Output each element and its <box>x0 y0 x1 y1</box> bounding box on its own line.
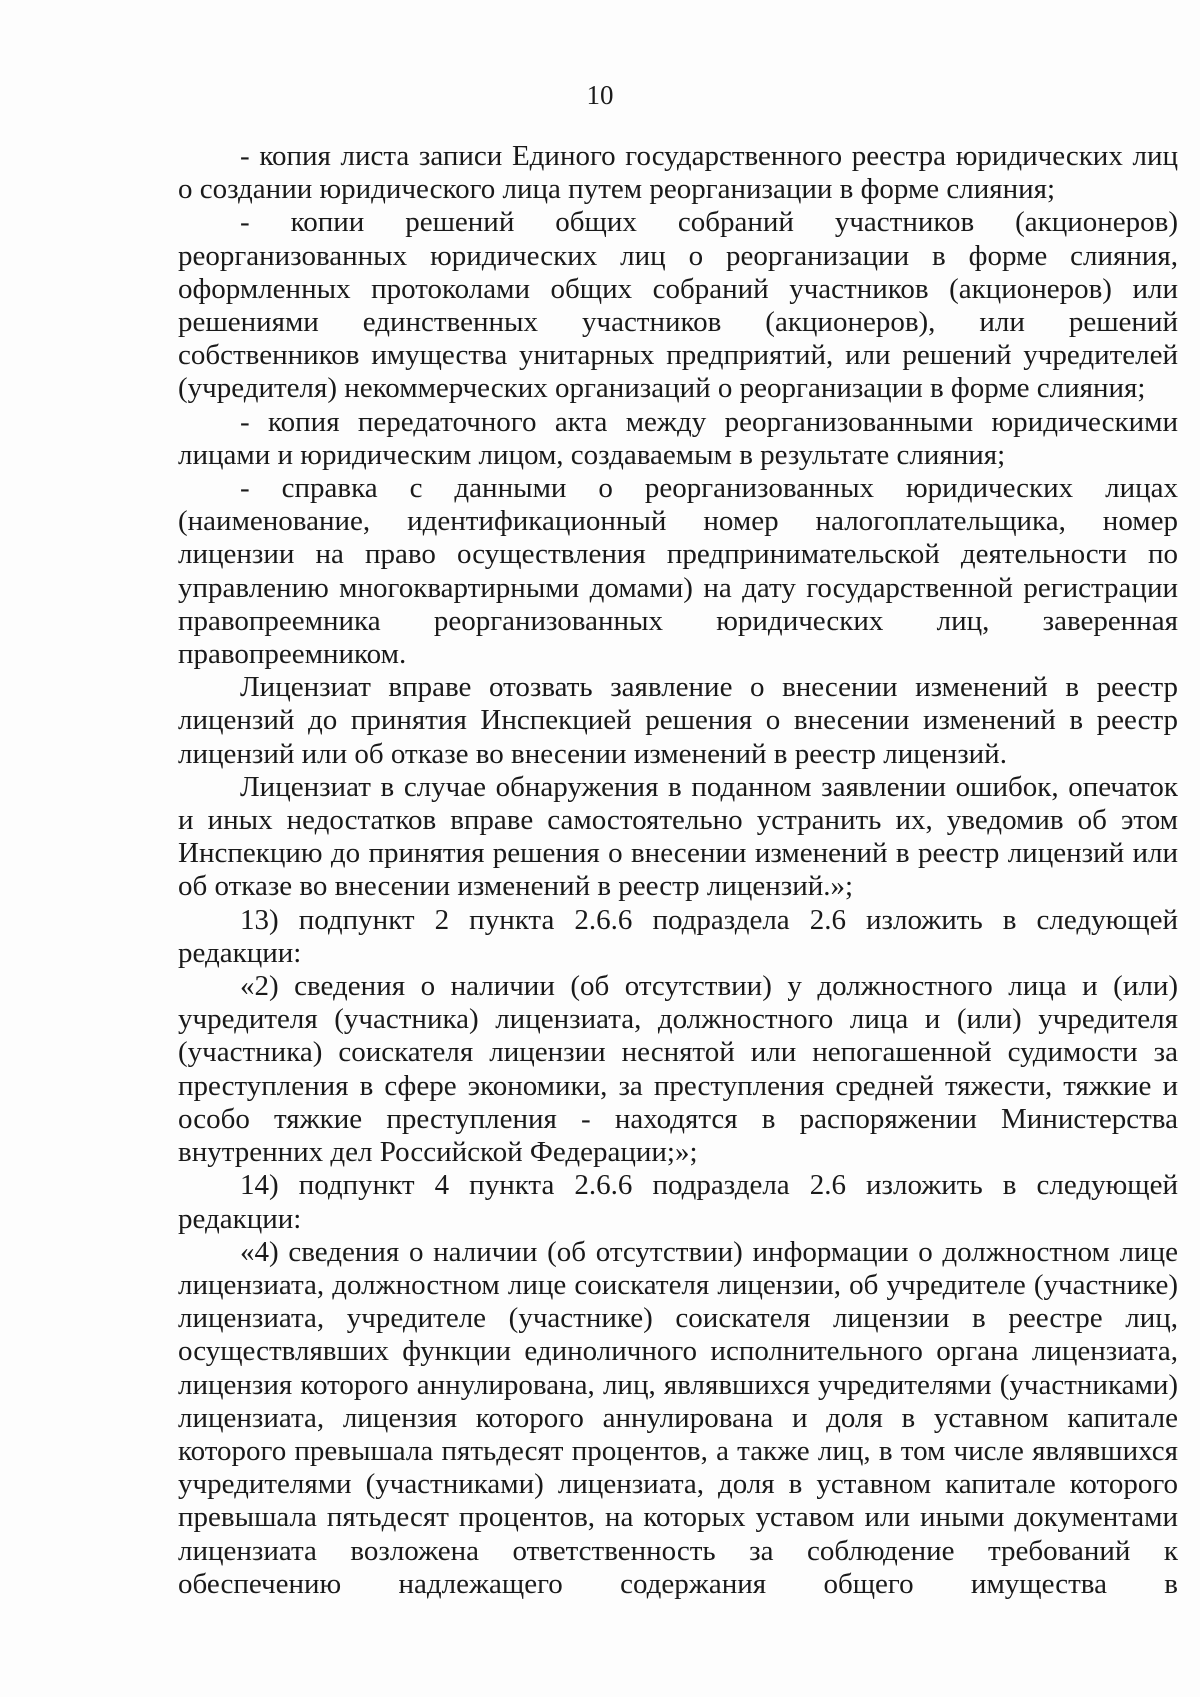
paragraph-withdraw-application: Лицензиат вправе отозвать заявление о внесении изменений в реестр лицензий до принятия Инспекцией решения о внесении изменений в реестр лицензий или об отказе во внесении изменений в реестр лицензий. <box>178 671 1178 770</box>
paragraph-item-14: 14) подпункт 4 пункта 2.6.6 подраздела 2.6 изложить в следующей редакции: <box>178 1169 1178 1235</box>
paragraph-transfer-act: - копия передаточного акта между реорганизованными юридическими лицами и юридическим лицом, создаваемым в результате слияния; <box>178 405 1178 471</box>
paragraph-certificate: - справка с данными о реорганизованных юридических лицах (наименование, идентификационный номер налогоплательщика, номер лицензии на право осуществления предпринимательской деятельности по управлению многоквартирными домами) на дату государственной регистрации правопреемника реорганизованных юридических лиц, заверенная правопреемником. <box>178 472 1178 671</box>
paragraph-meeting-decisions: - копии решений общих собраний участников (акционеров) реорганизованных юридических лиц о реорганизации в форме слияния, оформленных протоколами общих собраний участников (акционеров) или решениями единственных участников (акционеров), или решений собственников имущества унитарных предприятий, или решений учредителей (учредителя) некоммерческих организаций о реорганизации в форме слияния; <box>178 206 1178 405</box>
paragraph-correct-errors: Лицензиат в случае обнаружения в поданном заявлении ошибок, опечаток и иных недостатков вправе самостоятельно устранить их, уведомив об этом Инспекцию до принятия решения о внесении изменений в реестр лицензий или об отказе во внесении изменений в реестр лицензий.»; <box>178 770 1178 903</box>
paragraph-subitem-2-text: «2) сведения о наличии (об отсутствии) у должностного лица и (или) учредителя (участника) лицензиата, должностного лица и (или) учредителя (участника) соискателя лицензии неснятой или непогашенной судимости за преступления в сфере экономики, за преступления средней тяжести, тяжкие и особо тяжкие преступления - находятся в распоряжении Министерства внутренних дел Российской Федерации;»; <box>178 970 1178 1169</box>
document-body <box>178 140 1178 1601</box>
paragraph-subitem-4-text: «4) сведения о наличии (об отсутствии) информации о должностном лице лицензиата, должностном лице соискателя лицензии, об учредителе (участнике) лицензиата, учредителе (участнике) соискателя лицензии в реестре лиц, осуществлявших функции единоличного исполнительного органа лицензиата, лицензия которого аннулирована, лиц, являвшихся учредителями (участниками) лицензиата, лицензия которого аннулирована и доля в уставном капитале которого превышала пятьдесят процентов, а также лиц, в том числе являвшихся учредителями (участниками) лицензиата, доля в уставном капитале которого превышала пятьдесят процентов, на которых уставом или иными документами лицензиата возложена ответственность за соблюдение требований к обеспечению надлежащего содержания общего имущества в <box>178 1235 1178 1600</box>
page-number: 10 <box>586 80 614 110</box>
paragraph-item-13: 13) подпункт 2 пункта 2.6.6 подраздела 2.6 изложить в следующей редакции: <box>178 903 1178 969</box>
paragraph-egrul-copy: - копия листа записи Единого государственного реестра юридических лиц о создании юридического лица путем реорганизации в форме слияния; <box>178 140 1178 206</box>
